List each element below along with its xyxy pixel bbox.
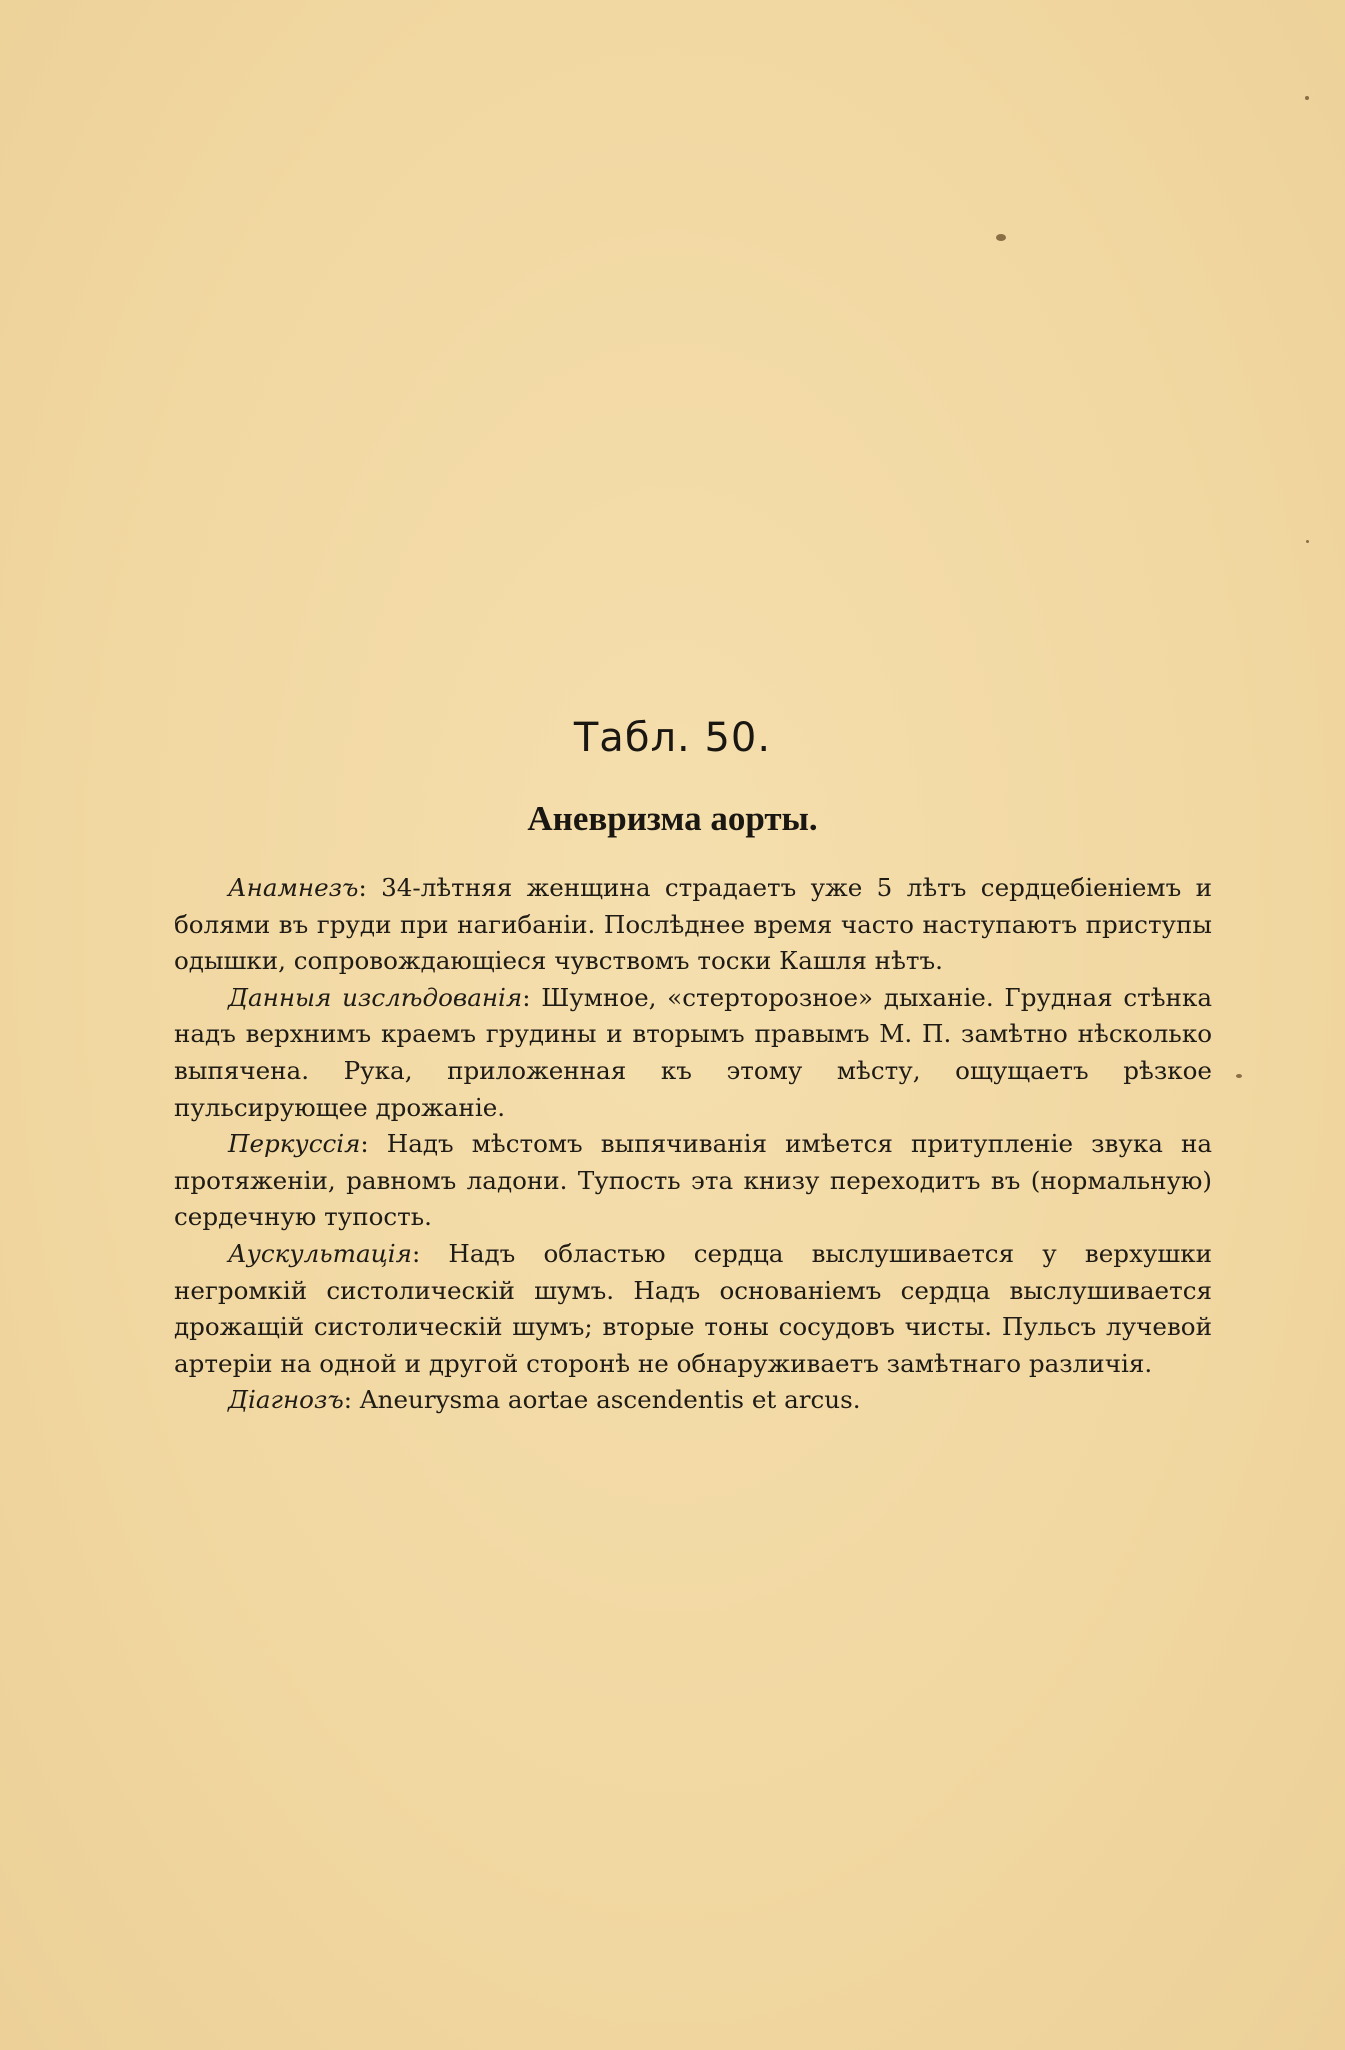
section-text: : Надъ мѣстомъ выпячиванія имѣется притупленіе звука на протяженіи, равномъ ладони. Тупость эта книзу переходитъ въ (нормальную) сердечную тупость. <box>174 1129 1212 1232</box>
article-title: Аневризма аорты. <box>527 799 818 838</box>
section-text: : Aneurysma aortae ascendentis et arcus. <box>343 1385 861 1415</box>
section-label: Анамнезъ <box>228 873 359 902</box>
section-label: Аускультація <box>228 1238 412 1268</box>
section-auscultation <box>174 1236 1212 1382</box>
paper-speck <box>1236 1074 1242 1078</box>
section-anamnesis <box>174 870 1212 980</box>
section-percussion <box>174 1126 1212 1236</box>
plate-number: Табл. 50. <box>573 715 772 761</box>
section-label: Данныя изслѣдованія <box>228 982 523 1012</box>
section-label: Перкуссія <box>228 1129 361 1159</box>
section-diagnosis <box>174 1382 1212 1419</box>
paper-speck <box>996 234 1006 241</box>
paper-speck <box>1305 96 1309 100</box>
paper-speck <box>1306 540 1309 543</box>
section-examination <box>174 980 1212 1126</box>
section-text: : 34-лѣтняя женщина страдаетъ уже 5 лѣтъ сердцебіеніемъ и болями въ груди при нагибаніи. Послѣднее время часто наступаютъ приступы одышки, сопровождающіеся чувствомъ тоски Кашля нѣтъ. <box>174 873 1212 976</box>
section-label: Діагнозъ <box>228 1385 344 1415</box>
body-text <box>174 870 1212 1419</box>
section-text: : Надъ областью сердца выслушивается у верхушки негромкій систолическій шумъ. Надъ основаніемъ сердца выслушивается дрожащій систолическій шумъ; вторые тоны сосудовъ чисты. Пульсъ лучевой артеріи на одной и другой сторонѣ не обнаруживаетъ замѣтнаго различія. <box>174 1238 1212 1378</box>
section-text: : Шумное, «стерторозное» дыханіе. Грудная стѣнка надъ верхнимъ краемъ грудины и вторымъ правымъ М. П. замѣтно нѣсколько выпячена. Рука, приложенная къ этому мѣсту, ощущаетъ рѣзкое пульсирующее дрожаніе. <box>174 982 1212 1122</box>
